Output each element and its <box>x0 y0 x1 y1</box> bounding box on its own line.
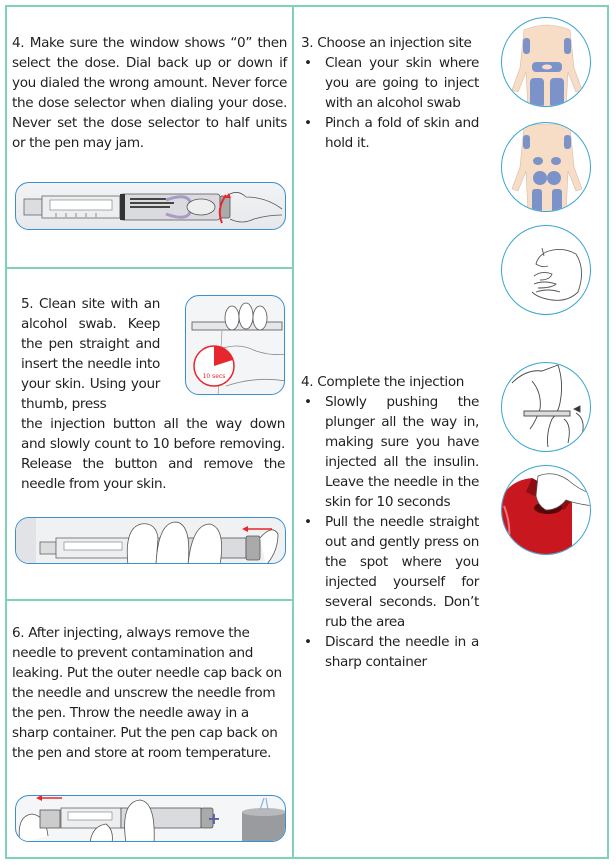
pen-dial-dose-illustration <box>15 182 286 230</box>
injection-sites-back-image <box>501 122 591 212</box>
injection-sites-front-image <box>501 17 591 107</box>
timer-label: 10 secs <box>202 373 226 380</box>
pen-press-button-illustration-2 <box>15 517 286 564</box>
step3-bullet: • Clean your skin where you are going to inject with an alcohol swab <box>301 53 479 113</box>
pen-press-button-illustration <box>185 295 285 395</box>
step4-bullet: • Pull the needle straight out and gently press on the spot where you injected yourself for several seconds. Don’t rub the area <box>301 512 479 632</box>
step3-bullets <box>301 53 479 153</box>
section-divider-1 <box>5 267 294 269</box>
step4-bullet: • Slowly pushing the plunger all the way in, making sure you have injected all the insulin. Leave the needle in the skin for 10 seconds <box>301 392 479 512</box>
plus-sign: + <box>207 809 221 828</box>
step3-title: 3. Choose an injection site <box>301 35 472 51</box>
sharps-container-disposal-image <box>501 465 591 555</box>
step5-text-full: the injection button all the way down and slowly count to 10 before removing. Release the button and remove the needle from your skin. <box>21 416 285 492</box>
injection-with-pen-image <box>501 362 591 452</box>
step6-text: 6. After injecting, always remove the needle to prevent contamination and leaking. Put the outer needle cap back on the needle and unscrew the needle from the pen. Throw the needle away in a sharp container. Put the pen cap back on the pen and store at room temperature. <box>12 625 282 761</box>
step5-text-wrapped: 5. Clean site with an alcohol swab. Keep the pen straight and insert the needle into your skin. Using your thumb, press <box>21 296 160 412</box>
step4-bullet: • Discard the needle in a sharp container <box>301 632 479 672</box>
step4-dose-text: 4. Make sure the window shows “0” then select the dose. Dial back up or down if you dialed the wrong amount. Never force the dose selector when dialing your dose. Never set the dose selector to half units or the pen may jam. <box>12 35 287 151</box>
step4-complete-title: 4. Complete the injection <box>301 374 465 390</box>
column-divider <box>292 5 294 859</box>
remove-needle-dispose-illustration <box>15 795 286 842</box>
section-divider-2 <box>5 599 294 601</box>
pinch-skin-fold-image <box>501 225 591 315</box>
step3-bullet: • Pinch a fold of skin and hold it. <box>301 113 479 153</box>
step4-complete-bullets <box>301 392 479 672</box>
